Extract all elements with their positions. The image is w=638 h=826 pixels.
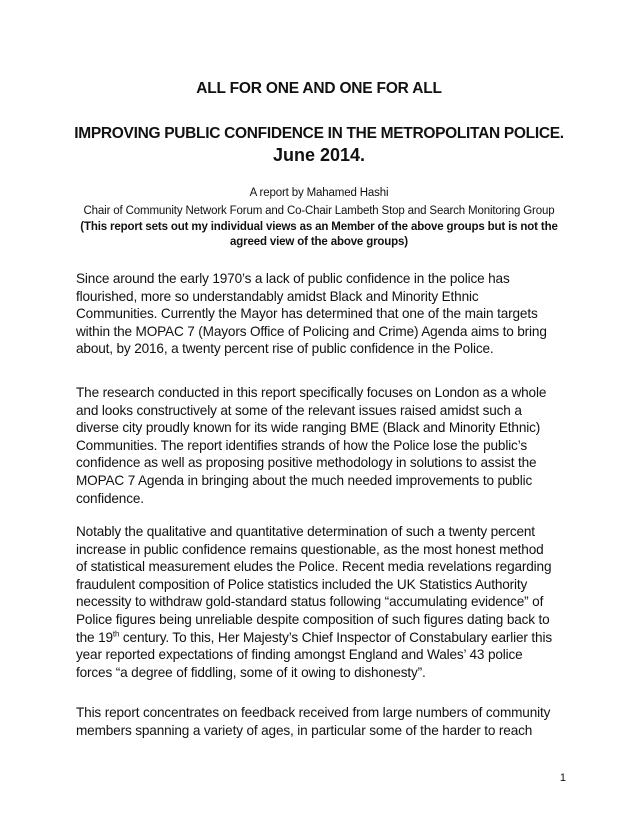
author-role-line: Chair of Community Network Forum and Co-Chair Lambeth Stop and Search Monitoring Group [83,205,555,217]
text-line: fraudulent composition of Police statistics included the UK Statistics Authority [76,576,528,592]
page-number: 1 [559,772,566,784]
text-line: Communities. The report identifies strands of how the Police lose the public’s [76,437,527,453]
text-line: MOPAC 7 Agenda in bringing about the much needed improvements to public [76,472,533,488]
text-line: The research conducted in this report specifically focuses on London as a whole [76,385,547,400]
text-line: and looks constructively at some of the relevant issues raised amidst such a [76,402,522,418]
text-line: Since around the early 1970’s a lack of public confidence in the police has [76,271,510,286]
text-line: year reported expectations of finding amongst England and Wales’ 43 police [76,647,523,663]
text-line: flourished, more so understandably amidst Black and Minority Ethnic [76,288,479,304]
text-line: necessity to withdraw gold-standard status following “accumulating evidence” of [76,594,544,610]
paragraph-4 [76,704,566,739]
paragraph-3 [76,523,566,681]
disclaimer-line-1: (This report sets out my individual views as an Member of the above groups but is not the [80,221,558,233]
text-line: confidence as well as proposing positive methodology in solutions to assist the [76,455,537,471]
text-fragment: century. To this, Her Majesty’s Chief Inspector of Constabulary earlier this [119,629,552,645]
paragraph-2 [76,384,566,507]
ordinal-superscript: th [112,629,120,639]
text-line: Communities. Currently the Mayor has determined that one of the main targets [76,306,538,322]
document-date: June 2014. [272,145,366,165]
text-line: members spanning a variety of ages, in particular some of the harder to reach [76,722,533,738]
text-line: about, by 2016, a twenty percent rise of public confidence in the Police. [76,341,494,357]
text-line: forces “a degree of fiddling, some of it owing to dishonesty”. [76,664,426,680]
text-line: diverse city proudly known for its wide ranging BME (Black and Minority Ethnic) [76,420,541,436]
disclaimer-line-2: agreed view of the above groups) [230,236,408,248]
text-line: confidence. [76,490,144,506]
text-line: of statistical measurement eludes the Police. Recent media revelations regarding [76,559,552,575]
text-fragment: the 19 [76,629,113,645]
text-line: Notably the qualitative and quantitative determination of such a twenty percent [76,524,535,539]
paragraph-1 [76,270,566,358]
text-line: This report concentrates on feedback received from large numbers of community [76,705,551,720]
text-line: increase in public confidence remains questionable, as the most honest method [76,541,544,557]
text-line: within the MOPAC 7 (Mayors Office of Policing and Crime) Agenda aims to bring [76,323,547,339]
text-line-with-superscript [76,629,566,647]
document-title: ALL FOR ONE AND ONE FOR ALL [196,80,442,97]
document-subtitle: IMPROVING PUBLIC CONFIDENCE IN THE METROPOLITAN POLICE. [74,125,564,142]
author-line: A report by Mahamed Hashi [249,187,389,199]
text-line: Police figures being unreliable despite composition of such figures dating back to [76,611,550,627]
